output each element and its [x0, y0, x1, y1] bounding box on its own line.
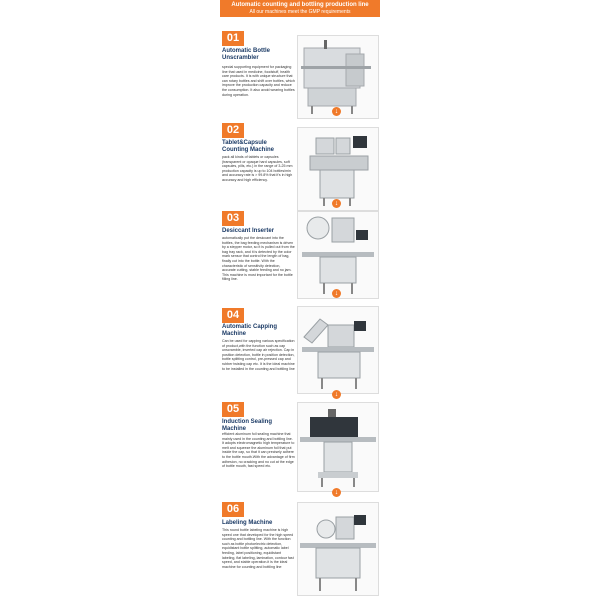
section-title: Induction Sealing Machine: [222, 419, 273, 432]
arrow-down-icon: ↓: [332, 488, 341, 497]
step-number: 05: [222, 402, 244, 417]
section-desiccant-inserter: [222, 209, 378, 309]
section-description: automatically put the desiccant into the bottles, the bag feeding mechanism is driven by a stepper motor, so it is pulled out from the bag tray rack, and it is detected by the color mark sensor that control the length of bag, finally cut into the bottle. With the characteristic of sensitivity detection, accurate cutting, stable feeding and no jam. This machine is most important for the bottle filling line.: [222, 236, 295, 282]
header-subtitle: All our machines meet the GMP requirements: [249, 9, 351, 15]
section-description: This round bottle labeling machine is high speed one that developed for the high speed counting and bottling line. With the function such as bottle photoelectric detection, equidistant bottle splitting, automatic label feeding, label positioning, equidistant labeling, flat labeling, lamination, contour fast speed, and stable operation.it is the ideal machine for counting and bottling line: [222, 528, 294, 569]
section-counting-machine: [222, 121, 378, 221]
step-number: 03: [222, 211, 244, 226]
section-bottle-unscrambler: [222, 31, 378, 131]
section-induction-sealing: [222, 402, 378, 502]
arrow-down-icon: ↓: [332, 107, 341, 116]
arrow-down-icon: ↓: [332, 199, 341, 208]
header-banner: [220, 0, 380, 17]
header-title: Automatic counting and bottling production line: [231, 2, 369, 8]
step-number: 01: [222, 31, 244, 46]
section-title: Automatic Bottle Unscrambler: [222, 48, 270, 61]
machine-photo: [297, 402, 379, 492]
section-title: Desiccant Inserter: [222, 228, 275, 234]
step-number: 02: [222, 123, 244, 138]
machine-photo: [297, 211, 379, 299]
arrow-down-icon: ↓: [332, 390, 341, 399]
section-title: Automatic Capping Machine: [222, 324, 277, 337]
section-description: pack all kinds of tablets or capsules (transparent or opaque hard capsules, soft capsules, pills, etc.) in the range of 3-25 mm production capacity is up to 104 bottles/min and accuracy rate is > 99.8% that it's in high accuracy and high efficiency.: [222, 155, 293, 182]
section-description: special supporting equipment for packaging line that used in medicine, foodstuff, health care products. It is with unique structure that can rotary bottles and shift over bottles, which improve the production capacity and reduce the consumption. It also avoid wearing bottles during operation.: [222, 65, 295, 97]
step-number: 04: [222, 308, 244, 323]
step-number: 06: [222, 502, 244, 517]
section-labeling-machine: [222, 502, 378, 598]
section-description: Can be used for capping various specification of product,with the function such as cap unscramble, inverted cap air rejection. Cap in position detection, bottle in position detection, bottle splitting control, pre-pressed cap and rubber twisting cap etc. It is the ideal machine to be installed in the counting and bottling line: [222, 339, 295, 371]
arrow-down-icon: ↓: [332, 289, 341, 298]
section-capping-machine: [222, 306, 378, 406]
section-title: Tablet&Capsule Counting Machine: [222, 140, 274, 153]
machine-photo: [297, 306, 379, 394]
section-title: Labeling Machine: [222, 520, 273, 526]
section-description: efficient aluminum foil sealing machine that mainly used in the counting and bottling line. It adopts electromagnetic high temperature to melt and squeeze the aluminum foil that put inside the cap, so that it can precisely adhere to the bottle mouth.With the advantage of firm adhesion, no cracking and no cut at the edge of bottle mouth, fast speed etc.: [222, 432, 295, 469]
machine-photo: [297, 502, 379, 596]
